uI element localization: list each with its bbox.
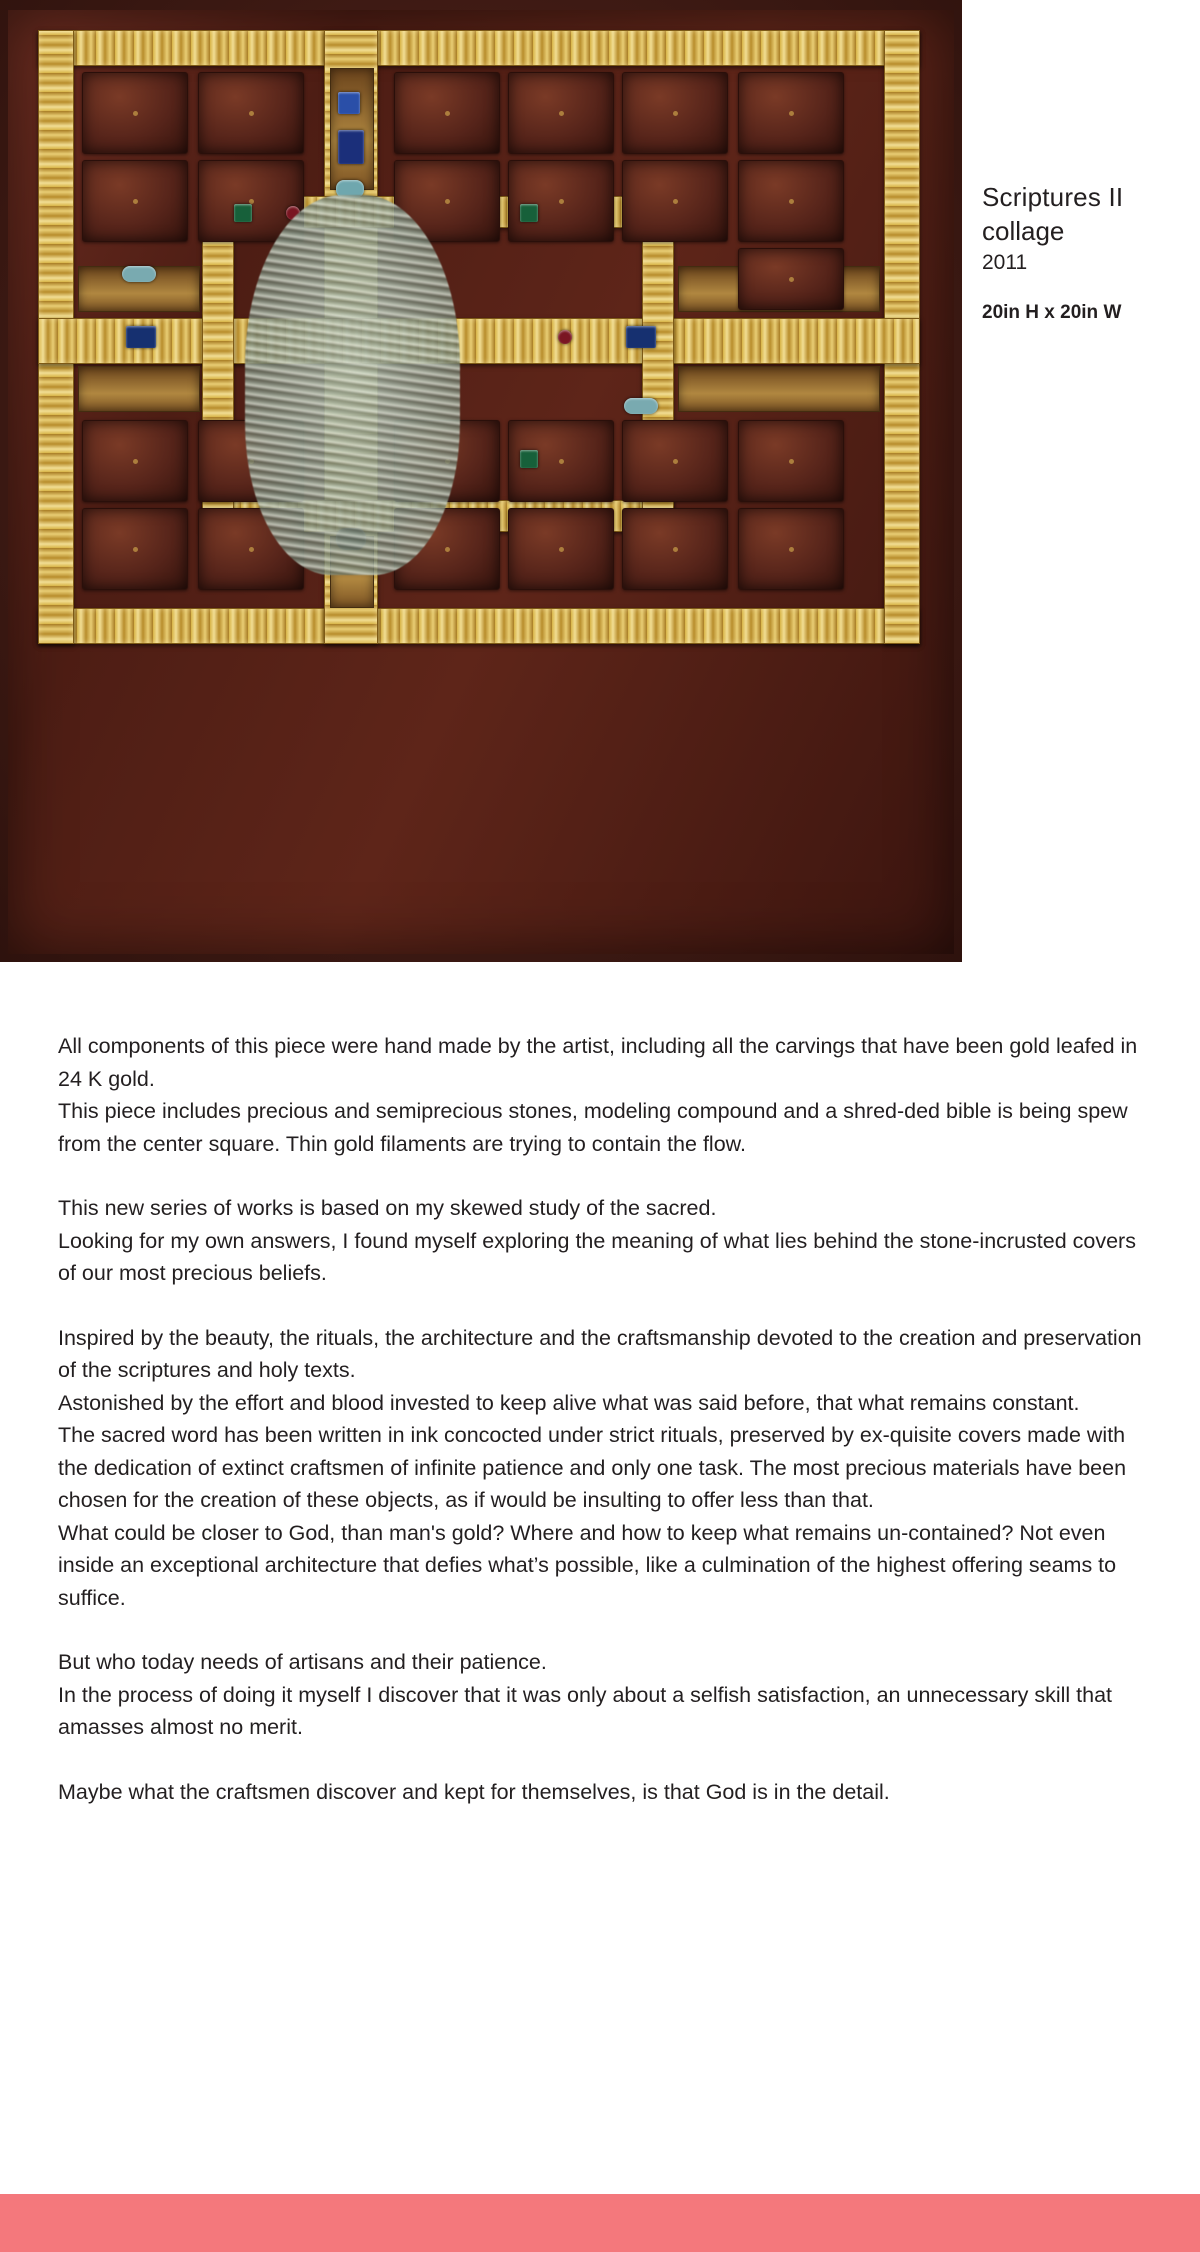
statement-paragraph: This piece includes precious and semiprecious stones, modeling compound and a shred-ded bible is being spew from the center square. Thin gold filaments are trying to contain the flow. bbox=[58, 1099, 1128, 1156]
jewel-red bbox=[558, 330, 572, 344]
statement-paragraph: All components of this piece were hand made by the artist, including all the carvings that have been gold leafed in 24 K gold. bbox=[58, 1034, 1138, 1091]
book-tile bbox=[622, 420, 728, 502]
jewel-teal bbox=[624, 398, 658, 414]
book-tile bbox=[394, 72, 500, 154]
book-tile bbox=[82, 72, 188, 154]
statement-paragraph: What could be closer to God, than man's gold? Where and how to keep what remains un-contained? Not even inside an exceptional architecture that defies what’s possible, like a culmination of the highest offering seams to suffice. bbox=[58, 1520, 1117, 1610]
book-tile bbox=[738, 72, 844, 154]
artwork-image bbox=[0, 0, 962, 962]
book-tile bbox=[738, 248, 844, 310]
jewel-blue bbox=[338, 92, 360, 114]
book-tile bbox=[82, 508, 188, 590]
jewel-green bbox=[520, 450, 538, 468]
book-tile bbox=[738, 508, 844, 590]
statement-paragraph: In the process of doing it myself I discover that it was only about a selfish satisfaction, an unnecessary skill that amasses almost no merit. bbox=[58, 1682, 1113, 1739]
book-tile bbox=[82, 420, 188, 502]
paragraph-spacer bbox=[58, 1160, 1158, 1192]
jewel-teal bbox=[122, 266, 156, 282]
statement-paragraph: But who today needs of artisans and their patience. bbox=[58, 1650, 547, 1674]
statement-paragraph: The sacred word has been written in ink concocted under strict rituals, preserved by ex-quisite covers made with the dedication of extinct craftsmen of infinite patience and only one task. The most precious materials have been chosen for the creation of these objects, as if would be insulting to offer less than that. bbox=[58, 1423, 1127, 1512]
statement-paragraph: Inspired by the beauty, the rituals, the architecture and the craftsmanship devoted to the creation and preservation of the scriptures and holy texts. bbox=[58, 1325, 1142, 1382]
artwork-caption bbox=[982, 180, 1192, 324]
frame-band-bottom bbox=[38, 608, 920, 644]
jewel-green bbox=[234, 204, 252, 222]
artwork-year: 2011 bbox=[982, 251, 1028, 274]
jewel-blue bbox=[338, 130, 364, 164]
jewel-blue bbox=[626, 326, 656, 348]
book-tile bbox=[738, 160, 844, 242]
statement-paragraph: Looking for my own answers, I found myself exploring the meaning of what lies behind the stone-incrusted covers of our most precious beliefs. bbox=[58, 1228, 1136, 1285]
wood-slat-center-top bbox=[330, 68, 374, 190]
wood-slat-left-mid bbox=[78, 366, 200, 412]
gilded-frame bbox=[38, 30, 918, 642]
book-tile bbox=[622, 72, 728, 154]
statement-paragraph: Maybe what the craftsmen discover and kept for themselves, is that God is in the detail. bbox=[58, 1779, 890, 1804]
artwork-title: Scriptures II bbox=[982, 182, 1124, 212]
book-tile bbox=[622, 508, 728, 590]
paragraph-spacer bbox=[58, 1614, 1158, 1646]
book-tile bbox=[508, 508, 614, 590]
artwork-dimensions: 20in H x 20in W bbox=[982, 302, 1122, 323]
jewel-blue bbox=[126, 326, 156, 348]
artwork-medium: collage bbox=[982, 216, 1065, 246]
book-tile bbox=[508, 160, 614, 242]
frame-band-top bbox=[38, 30, 920, 66]
statement-paragraph: Astonished by the effort and blood invested to keep alive what was said before, that what remains constant. bbox=[58, 1390, 1080, 1415]
book-tile bbox=[198, 72, 304, 154]
book-tile bbox=[738, 420, 844, 502]
shredded-bible-center bbox=[245, 195, 460, 575]
book-tile bbox=[508, 72, 614, 154]
book-tile bbox=[622, 160, 728, 242]
footer-bar bbox=[0, 2194, 1200, 2252]
book-tile bbox=[82, 160, 188, 242]
statement-paragraph: This new series of works is based on my skewed study of the sacred. bbox=[58, 1196, 717, 1220]
paragraph-spacer bbox=[58, 1744, 1158, 1776]
jewel-green bbox=[520, 204, 538, 222]
paragraph-spacer bbox=[58, 1290, 1158, 1322]
artist-statement bbox=[58, 1030, 1158, 1808]
wood-slat-right-mid bbox=[678, 366, 880, 412]
artwork-figure bbox=[0, 0, 962, 962]
center-horizontal-band bbox=[38, 318, 920, 364]
